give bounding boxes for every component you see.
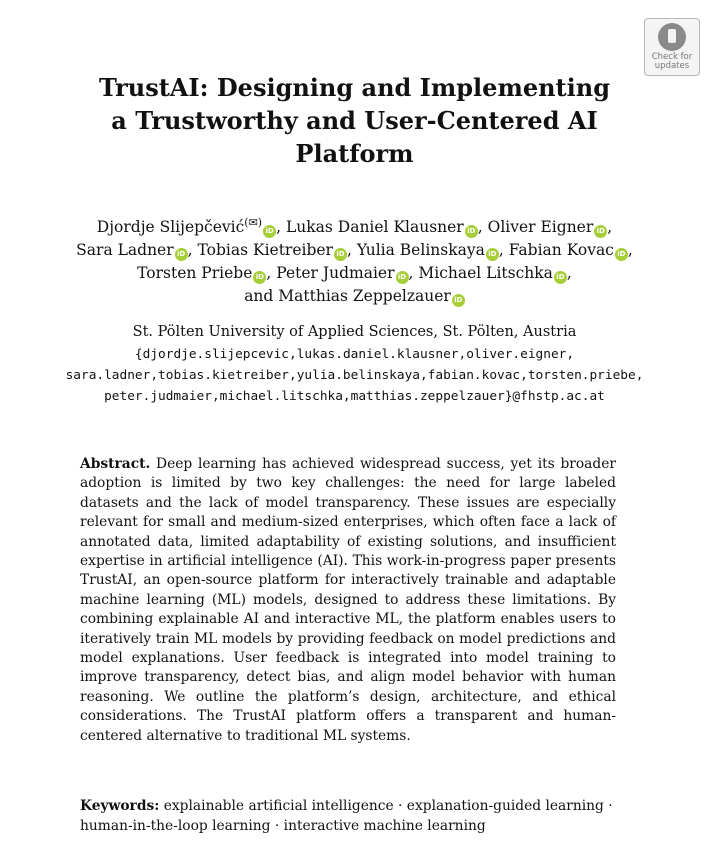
author-and: and	[244, 287, 274, 305]
orcid-icon[interactable]: iD	[334, 248, 347, 261]
keywords	[80, 796, 616, 836]
author-name: Peter Judmaier	[276, 264, 395, 282]
envelope-icon: (✉)	[244, 216, 263, 229]
orcid-icon[interactable]: iD	[486, 248, 499, 261]
author-name: Yulia Belinskaya	[356, 241, 485, 259]
author-list: Djordje Slijepčević(✉)iD , Lukas Daniel Klausner iD , Oliver Eigner iD , Sara Ladner iD , Tobias Kietreiber iD , Yulia Belinskaya iD , Fabian Kovac iD , Torsten Priebe iD , Peter Judmaier iD , Michael Litschka iD , and Matthias Zeppelzauer iD	[76, 216, 633, 305]
title-line3: Platform	[295, 139, 414, 168]
orcid-icon[interactable]: iD	[554, 271, 567, 284]
author-name: Michael Litschka	[418, 264, 553, 282]
badge-line2: updates	[654, 61, 690, 71]
title-line2: a Trustworthy and User-Centered AI	[111, 106, 598, 135]
orcid-icon[interactable]: iD	[615, 248, 628, 261]
orcid-icon[interactable]: iD	[452, 294, 465, 307]
abstract	[80, 455, 616, 746]
orcid-icon[interactable]: iD	[465, 225, 478, 238]
author-emails	[8, 344, 701, 407]
email-line3: peter.judmaier,michael.litschka,matthias.zeppelzauer}@fhstp.ac.at	[104, 389, 605, 404]
orcid-icon[interactable]: iD	[253, 271, 266, 284]
author-name: Djordje Slijepčević	[96, 218, 245, 236]
author-name: Torsten Priebe	[137, 264, 253, 282]
check-for-updates-badge[interactable]	[644, 18, 700, 76]
email-line2: sara.ladner,tobias.kietreiber,yulia.belinskaya,fabian.kovac,torsten.priebe,	[65, 368, 644, 383]
paper-title	[60, 71, 649, 170]
keywords-heading: Keywords:	[80, 798, 160, 814]
author-name: Oliver Eigner	[487, 218, 594, 236]
orcid-icon[interactable]: iD	[594, 225, 607, 238]
author-name: Sara Ladner	[76, 241, 174, 259]
author-name: Lukas Daniel Klausner	[285, 218, 464, 236]
email-line1: {djordje.slijepcevic,lukas.daniel.klausner,oliver.eigner,	[134, 347, 575, 362]
author-name: Matthias Zeppelzauer	[278, 287, 451, 305]
affiliation: St. Pölten University of Applied Sciences, St. Pölten, Austria	[132, 324, 577, 340]
orcid-icon[interactable]: iD	[263, 225, 276, 238]
abstract-heading: Abstract.	[80, 456, 151, 472]
author-name: Tobias Kietreiber	[197, 241, 333, 259]
title-line1: TrustAI: Designing and Implementing	[99, 73, 610, 102]
orcid-icon[interactable]: iD	[396, 271, 409, 284]
badge-line1: Check for	[651, 52, 693, 62]
abstract-text: Deep learning has achieved widespread success, yet its broader adoption is limited by two key challenges: the need for large labeled datasets and the lack of model transparency. These issues are especially relevant for small and medium-sized enterprises, which often face a lack of annotated data, limited adaptability of existing solutions, and insufficient expertise in artificial intelligence (AI). This work-in-progress paper presents TrustAI, an open-source platform for interactively trainable and adaptable machine learning (ML) models, designed to address these limitations. By combining explainable AI and interactive ML, the platform enables users to iteratively train ML models by providing feedback on model predictions and model explanations. User feedback is integrated into model training to improve transparency, detect bias, and align model behavior with human reasoning. We outline the platform’s design, architecture, and ethical considerations. The TrustAI platform offers a transparent and human-centered alternative to traditional ML systems.	[80, 456, 617, 744]
author-name: Fabian Kovac	[508, 241, 614, 259]
bookmark-icon	[658, 23, 686, 51]
orcid-icon[interactable]: iD	[175, 248, 188, 261]
keywords-text: explainable artificial intelligence · explanation-guided learning · human-in-the-loop learning · interactive machine learning	[80, 798, 613, 834]
